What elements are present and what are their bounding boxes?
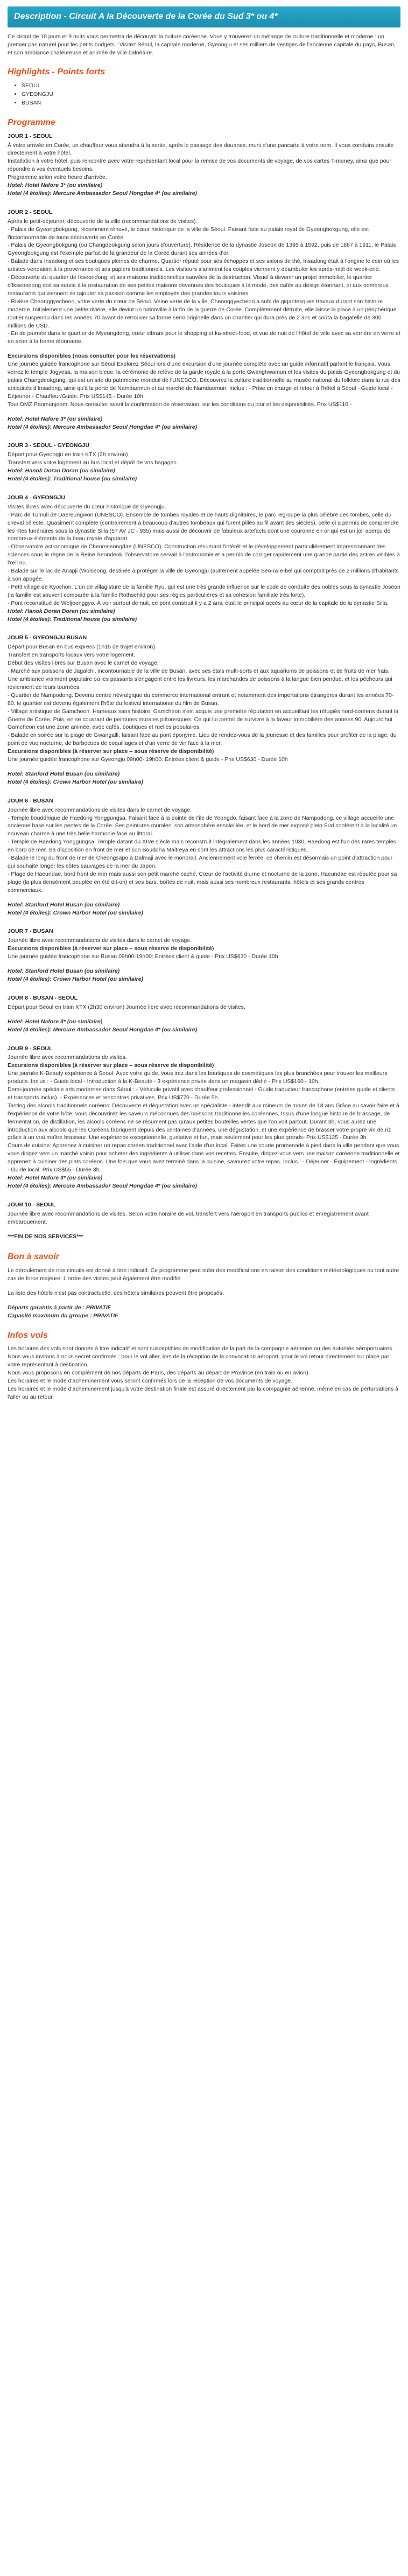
infos-paragraph: Les horaires et le mode d'acheminement jusqu'à votre destination finale est assuré directement par la compagnie aérienne, même en cas de perturbations à l'aller ou au retour. <box>8 1385 399 1400</box>
day-block <box>8 1201 400 1241</box>
day-text: Demi-journée spéciale arts modernes dans Séoul : - Véhicule privatif avec chauffeur professionnel - Guide traducteur francophone (entrées guide et clients et transports inclus). - Expériences et rencontres privatives. Prix US$770 - Durée 5h. <box>8 1086 395 1101</box>
day-subheading: Excursions disponibles (à réserver sur place – sous réserve de disponibilité) <box>8 945 214 952</box>
day-block <box>8 132 400 198</box>
spacer <box>8 1283 400 1289</box>
infos-paragraph: Les horaires et le mode d'acheminement vous seront confirmés lors de la réception de vos documents de voyage. <box>8 1378 293 1385</box>
day-text: Transfert en transports locaux vers votre logement. <box>8 652 136 659</box>
day-title: JOUR 4 - GYEONGJU <box>8 494 65 501</box>
hotel-line: Hotel (4 étoiles): Mercure Ambassador Seoul Hongdae 4* (ou similaire) <box>8 1026 198 1033</box>
day-text: - Palais de Gyeongbokgung, récemment rénové, le cœur historique de la ville de Séoul. Faisant face au palais royal de Gyeongbokgung, elle est l'incontournable de toute découverte en Corée. <box>8 226 369 241</box>
day-text: Une journée K-Beauty expérience à Seoul: Avec votre guide, vous irez dans les boutiques de cosmétiques les plus branchées pour trouver les meilleurs produits. Inclus : - Guide local - Introduction à la K-Beauté - 3 expérience privée dans un magasin dédié - Prix US$160 - 10h. <box>8 1070 388 1085</box>
day-block <box>8 494 400 624</box>
highlights-list <box>8 82 400 107</box>
day-text: Après le petit-déjeuner, découverte de la ville (recommandations de visites). <box>8 218 198 225</box>
hotel-line: Hotel (4 étoiles): Mercure Ambassador Seoul Hongdae 4* (ou similaire) <box>8 423 198 430</box>
infos-paragraph: Nous vous invitons à nous secret confirmés : pour le vol aller, lors de la réception de la convocation aéroport, pour le vol retour directement sur place par votre représentant à destination. <box>8 1353 390 1369</box>
hotel-line: Hotel: Stanford Hotel Busan (ou similaire) <box>8 770 120 777</box>
hotel-line: Hotel: Hanok Doran Doran (ou similaire) <box>8 608 115 615</box>
day-text: - Pont reconstitué de Woljeonggyo. À voir surtout de nuit, ce pont construit il y a 2 ans, était le principal accès au cœur de la capitale de la dynastie Silla. <box>8 599 389 606</box>
day-text: - Balade dans Insadong et ses boutiques pleines de charme. Quartier réputé pour ses échoppes et ses salons de thé, Insadong était à l'origine le coin où les artistes vendaient à la provenance et ses papiers traditionnels. Les visiteurs s'animent les couples viennent y déambuler les après-midi de week-end. <box>8 258 399 273</box>
day-text: - Balade le long du front de mer de Cheongsapo à Dalmaji avec le monorail. Anciennement voie ferrée, ce chemin est désormais un point d'attraction pour qui souhaite longer les côtes sauvages de la mer du Japon. <box>8 855 393 869</box>
day-text: - Rivière Cheonggyecheon, votre verte du cœur de Séoul. Veine verte de la ville, Cheonggyecheon a subi de gigantesques travaux durant son histoire moderne. Initialement une petite rivière, elle devint un bidonville à la fin de la guerre de Corée. Complètement détruite, elle laisse la place à un périphérique routier suspendu dans les années 70 avant de retrouver sa forme semi-originelle dans un chantier qui dura près de 2 ans et coûta la bagatelle de 300 millions de USD. <box>8 298 397 329</box>
day-text: Départ pour Gyeongju en train KTX (2h environ) <box>8 451 128 458</box>
day-text: Tasting des alcools traditionnels coréens: Découverte et dégustation avec un spécialiste - intendit aux mineurs de moins de 18 ans Grâce au savoir-faire et à l'expérience de votre hôte, vous découvrirez les saveurs méconnues des boissons traditionnelles coréennes. Issus d'une longue histoire de brassage, de fermentation, de distillation, les alcools coréens ne se résument pas qu'aux petites bouteilles vertes que l'on voit partout. Durant 3h, vous aurez une introduction aux alcools que les Coréens fabriquent depuis des centaines d'années, une dégustation, et une expérience de brasser votre propre vin de riz grâce à un vrai maître brasseur. Une expérience exceptionnelle, gustative et fun, mais seulement pour les plus grands- Prix US$125 - Durée 3h <box>8 1102 399 1141</box>
day-text: - Observatoire astronomique de Cheomseongdae (UNESCO). Construction résumant l'intérêt et le développement particulièrement impressionnant des sciences sous le règne de la Reine Seondeok, l'observatoire servait à l'astronomie et a permis de corriger rapidement une grande partie des astres visibles à l'œil nu. <box>8 543 400 567</box>
hotel-line: Hotel: Hotel Nafore 3* (ou similaire) <box>8 1018 103 1025</box>
day-subheading: Excursions disponibles (nous consulter pour les réservations) <box>8 353 176 360</box>
day-title: JOUR 3 - SEOUL - GYEONGJU <box>8 442 90 449</box>
day-text: Visites libres avec découverte du cœur historique de Gyeongju. <box>8 503 166 510</box>
spacer <box>8 1226 400 1233</box>
hotel-line: Hotel: Hotel Nafore 3* (ou similaire) <box>8 1175 103 1181</box>
day-text: - Balade en soirée sur la plage de Gwangalli, faisant face au pont éponyme. Lieu de rendez-vous de la jeunesse et des familles pour profiter de la plage, du point de vue nocturne, de barbecues de coquillages et d'un verre de vin face à la mer. <box>8 732 397 747</box>
day-text: Programme selon votre heure d'arrivée. <box>8 174 107 181</box>
day-block <box>8 797 400 917</box>
highlight-item: • SEOUL <box>22 82 400 90</box>
day-text: - Palais de Gyeongbokgung (ou Changdeokgung selon jours d'ouverture). Résidence de la dynastie Joseon de 1395 à 1592, puis de 1867 à 1911, le Palais Gyeongbokgung est l'exemple parfait de la grandeur de la Corée durant ses années d'or. <box>8 242 396 257</box>
day-block <box>8 208 400 431</box>
day-text: - Petit village de Kyochon. L'un de villagisture de la famille Ryu, qui est une très grande influence sur le code de conduite des nobles sous la dynastie Joseon (la famille est souvent comparée à la famille Rothschild pour ses règles particulières et sa cohésion familiale très forte). <box>8 583 400 598</box>
day-text: - Découverte du quartier de Ikseondong, et ses maisons traditionnelles sauvées de la destruction. Visuel à devenir un projet immobilier, le quartier d'Ikseondong doit sa survie à la restauration de ses petites maisons devenues des boutiques à la mode, des cafés au design étonnant, et aux nombreux restaurants qui viennent se rajouter sa passion comme les employés des grandes tours voisines. <box>8 274 389 297</box>
spacer <box>8 1011 400 1018</box>
spacer <box>8 1297 400 1304</box>
infos-vols-title: Infos vols <box>8 1330 48 1340</box>
programme-days <box>8 132 400 1241</box>
day-subheading: ***FIN DE NOS SERVICES*** <box>8 1233 83 1240</box>
hotel-line: Hotel: Stanford Hotel Busan (ou similaire) <box>8 901 120 908</box>
bon-savoir-title: Bon à savoir <box>8 1252 60 1262</box>
spacer <box>8 409 400 415</box>
day-text: - En de journée dans le quartier de Myeongdong, cœur vibrant pour le shopping et ka-street-food, et vue de nuit de l'hôtel de ville avec sa verrière en verre et en acier à la forme étonnante. <box>8 330 400 345</box>
hotel-line: Hotel (4 étoiles): Crown Harbor Hotel (ou similaire) <box>8 778 144 785</box>
spacer <box>8 346 400 352</box>
spacer <box>8 764 400 770</box>
departs-garantis: Départs garantis à partir de : PRIVATIF <box>8 1304 111 1311</box>
spacer <box>8 961 400 967</box>
day-title: JOUR 10 - SEOUL <box>8 1201 56 1208</box>
day-text: Journée libre avec recommandations de visites. Selon votre horaire de vol, transfert vers l'aéroport en transports publics et enregistrement avant embarquement. <box>8 1210 369 1225</box>
day-text: Cours de cuisine: Apprenez à cuisiner un repas coréen traditionnel avec l'aide d'un local. Faites une courte promenade à pied dans la ville pendant que vous vous dirigez vers un marché voisin pour acheter des ingrédients à utiliser dans vos recettes. Ensuite, dirigez-vous vers une maison coréenne traditionnelle et apprenez à cuisiner des plats coréens. Une fois que vous avez terminé dans la cuisine, savourez votre repas. Inclus : - Déjeuner - Équipement - Ingrédients - Guide local. Prix US$55 - Durée 3h. <box>8 1142 400 1174</box>
day-block <box>8 1045 400 1190</box>
day-block <box>8 994 400 1034</box>
day-text: Départ pour Seoul en train KTX (2h30 environ) Journée libre avec recommandations de visites. <box>8 1003 245 1010</box>
intro-paragraph: Ce circuit de 10 jours et 9 nuits vous permettra de découvrir la culture coréenne. Vous y trouverez un mélange de culture traditionnelle et moderne : un premier pas naturel pour les petits budgets ! Visitez Séoul, la capitale moderne, Gyeongju et ses milliers de vestiges de l'ancienne capitale du pays, Busan, et son ambiance chaleureuse et animée de ville balnéaire. <box>8 33 396 56</box>
day-text: Installation à votre hôtel, puis rencontre avec votre représentant local pour la remise de vos documents de voyage, de vos cartes T-money, ainsi que pour répondre à vos éventuels besoins. <box>8 158 391 173</box>
hotel-line: Hotel (4 étoiles): Traditional house (ou similaire) <box>8 476 137 483</box>
infos-paragraph: Les horaires des vols sont donnés à titre indicatif et sont susceptibles de modification de la part de la compagnie aérienne ou des autorités aéroportuaires. <box>8 1345 394 1352</box>
day-text: - Balade sur le lac de Anapji (Wolseong, destinée à protéger la ville de Gyeongju (autrement appelée Seo-ra-e-bel qui comptait près de 2 millions d'habitants à son apogée. <box>8 568 399 582</box>
hotel-line: Hotel: Stanford Hotel Busan (ou similaire) <box>8 968 120 975</box>
capacite-maximum: Capacité maximum du groupe : PRIVATIF <box>8 1312 118 1319</box>
hotel-line: Hotel (4 étoiles): Crown Harbor Hotel (ou similaire) <box>8 909 144 916</box>
day-block <box>8 442 400 483</box>
hotel-line: Hotel: Hotel Nafore 3* (ou similaire) <box>8 415 103 422</box>
hotel-line: Hotel (4 étoiles): Mercure Ambassador Seoul Hongdae 4* (ou similaire) <box>8 190 198 197</box>
day-text: - Quartier de Nampodong. Devenu centre névralgique du commerce international entrant et notamment des importations étrangères durant les années 70-80, le quartier est devenu également l'hôte du festival international du film de Busan. <box>8 692 394 707</box>
day-text: - Village artistique de Gamcheon. Hameaux sans histoire, Gamcheon s'est acquis une première réputation en accueillant les réfugiés nord-coréens durant la Guerre de Corée. Puis, en se couvrant de peintures murales pittoresques. Ce qui lui permit de survivre à la faveur immobilière des années 90. Aujourd'hui Gamcheon est une zone animée, avec cafés, boutiques et ruelles populaires. <box>8 708 399 731</box>
hotel-line: Hotel: Hotel Nafore 3* (ou similaire) <box>8 182 103 189</box>
day-title: JOUR 8 - BUSAN - SEOUL <box>8 994 78 1001</box>
highlights-title: Highlights - Points forts <box>8 67 105 77</box>
hotel-line: Hotel (4 étoiles): Mercure Ambassador Seoul Hongdae 4* (ou similaire) <box>8 1182 198 1189</box>
day-text: À votre arrivée en Corée, un chauffeur vous attendra à la sortie, après le passage des douanes, muni d'une pancarte à votre nom. Il vous conduira ensuite directement à votre hôtel. <box>8 142 394 157</box>
hotel-line: Hotel: Hanok Doran Doran (ou similaire) <box>8 467 115 474</box>
bon-savoir-paragraph: La liste des hôtels n'est pas contractuelle, des hôtels similaires peuvent être proposés. <box>8 1289 224 1296</box>
day-text: - Plage de Haeundae, bord front de mer mais aussi son petit marché caché. Cœur de l'activité diurne et nocturne de la zone, Haeundae est réputée pour sa plage (la plus densément peuplée en été dit-on) et ses bars, boîtes de nuit, mais aussi ses nombreux restaurants, hôtels et ses grands centres commerciaux. <box>8 870 397 893</box>
highlight-item: • BUSAN <box>22 99 400 107</box>
day-title: JOUR 9 - SEOUL <box>8 1045 53 1052</box>
day-text: Transfert vers votre logement au bus local et dépôt de vos bagages. <box>8 459 178 466</box>
day-title: JOUR 6 - BUSAN <box>8 797 53 804</box>
day-text: Une journée guidée francophone sur Gyeongju 09h00- 19h00: Entrées client & guide - Prix US$630 - Durée 10h <box>8 756 288 763</box>
infos-paragraph: Nous vous proposons en complément de nos départs de Paris, des départs au départ de Province (en train ou en avion). <box>8 1370 310 1377</box>
day-subheading: Excursions disponibles (à réserver sur place – sous réserve de disponibilité) <box>8 1062 214 1069</box>
day-block <box>8 634 400 786</box>
intro-section <box>8 33 400 57</box>
day-text: Journée libre avec recommandations de visites. <box>8 1054 127 1061</box>
programme-title: Programme <box>8 117 55 127</box>
day-block <box>8 927 400 983</box>
day-text: - Temple de Haedong Yonggungsa. Temple datant du XIVe siècle mais reconstruit intégralement dans les années 1930, Haedong est l'un des rares temples en bord de mer. Sa disposition en front de mer et son Bouddha Maitreya en sont les attractions les plus caractéristiques. <box>8 839 396 854</box>
hotel-line: Hotel (4 étoiles): Traditional house (ou similaire) <box>8 616 137 623</box>
day-text: Journée libre avec recommandations de visites dans le carnet de voyage. <box>8 806 192 813</box>
day-title: JOUR 7 - BUSAN <box>8 928 53 935</box>
day-title: JOUR 5 - GYEONGJU BUSAN <box>8 634 87 641</box>
spacer <box>8 895 400 901</box>
day-text: Une journée guidée francophone sur Séoul Explorez Séoul lors d'une excursion d'une journée complète avec un guide informatif parlant le français. Vous verrez le temple Jogyesa, la maison bleue, la cérémonie de relève de la garde royale à la porte Gwanghwamun et les visites du palais Gyeongbokgung et du palais Changdeokgung, qui est un site du patrimoine mondial de l'UNESCO. Découvrez la culture traditionnelle au musée national du folklore dans la rue des antiquités d'Insadong, ainsi qu'à la porte de Namdaemun et au marché de Namdaemun. Inclus : - Prise en charge et retour à l'hôtel à Séoul - Guide local - Déjeuner - Chauffeur/Guide. Prix US$145 - Durée 10h. <box>8 361 400 400</box>
day-text: - Temple bouddhique de Haedong Yonggungsa. Faisant face à la pointe de l'île de Yeongdo, faisant face à la zone de Nampodong, ce village accueille une ancienne base sur les pentes de la Corée. Ses peintures murales, son atmosphère ensoleillée, et le bord de mer exposé plein Sud confèrent à la localité un nouveau charme à une très belle harmonie face au littoral. <box>8 814 397 837</box>
bon-savoir-paragraph: Le déroulement de nos circuits est donné à titre indicatif. Ce programme peut subir des modifications en raison des conditions météorologiques ou tout autre cas de force majeure. L'ordre des visites peut également être modifié. <box>8 1267 399 1282</box>
day-subheading: Excursions disponibles (à réserver sur place – sous réserve de disponibilité) <box>8 748 214 755</box>
day-text: Départ pour Busan en bus express (1h15 de trajet environ). <box>8 644 157 651</box>
day-text: Début des visites libres sur Busan avec le carnet de voyage. <box>8 660 159 667</box>
day-text: Une journée guidée francophone sur Busan 09h00-19h00: Entrées client & guide - Prix US$630 - Durée 10h <box>8 953 278 960</box>
highlight-item: • GYEONGJU <box>22 90 400 99</box>
day-text: - Parc de Tumuli de Daereungwon (UNESCO). Ensemble de tombes royales et de hauts dignitaires, le parc regroupe la plus célèbre des tombes, celle du cheval céleste. Quasiment complète (contrairement à beaucoup d'autres tombeaux qui furent pillés au fil avant des siècles), celle-ci a permis de comprendre les rites funéraires sous la dynastie Silla (57 AV JC - 935) mais aussi de découvrir de fabuleux artefacts dont une couronne en or qui est un joli aperçu de nombreux éléments de la beau royale d'apparat. <box>8 511 399 542</box>
day-text: - Marché aux poissons de Jagalchi, incontournable de la ville de Busan, avec ses étals multi-sorts et aux aquariums de poissons et de fruits de mer frais. Une ambiance vraiment populaire où les passants s'engagent entre les livreurs, les marchandes de poissons à la langue bien pendue, et les pêcheurs qui reviennent de leurs tournées. <box>8 668 392 690</box>
page-title: Description - Circuit A la Découverte de la Corée du Sud 3* ou 4* <box>8 6 400 27</box>
day-title: JOUR 1 - SEOUL <box>8 132 53 139</box>
day-title: JOUR 2 - SEOUL <box>8 208 53 215</box>
hotel-line: Hotel (4 étoiles): Crown Harbor Hotel (ou similaire) <box>8 975 144 982</box>
day-text: Tour DMZ Panmunjeom: Nous consulter avant la confirmation de réservation, sur les conditions du jour et les disponibilités. Prix US$110 - <box>8 401 352 408</box>
day-text: Journée libre avec recommandations de visites dans le carnet de voyage. <box>8 937 192 944</box>
